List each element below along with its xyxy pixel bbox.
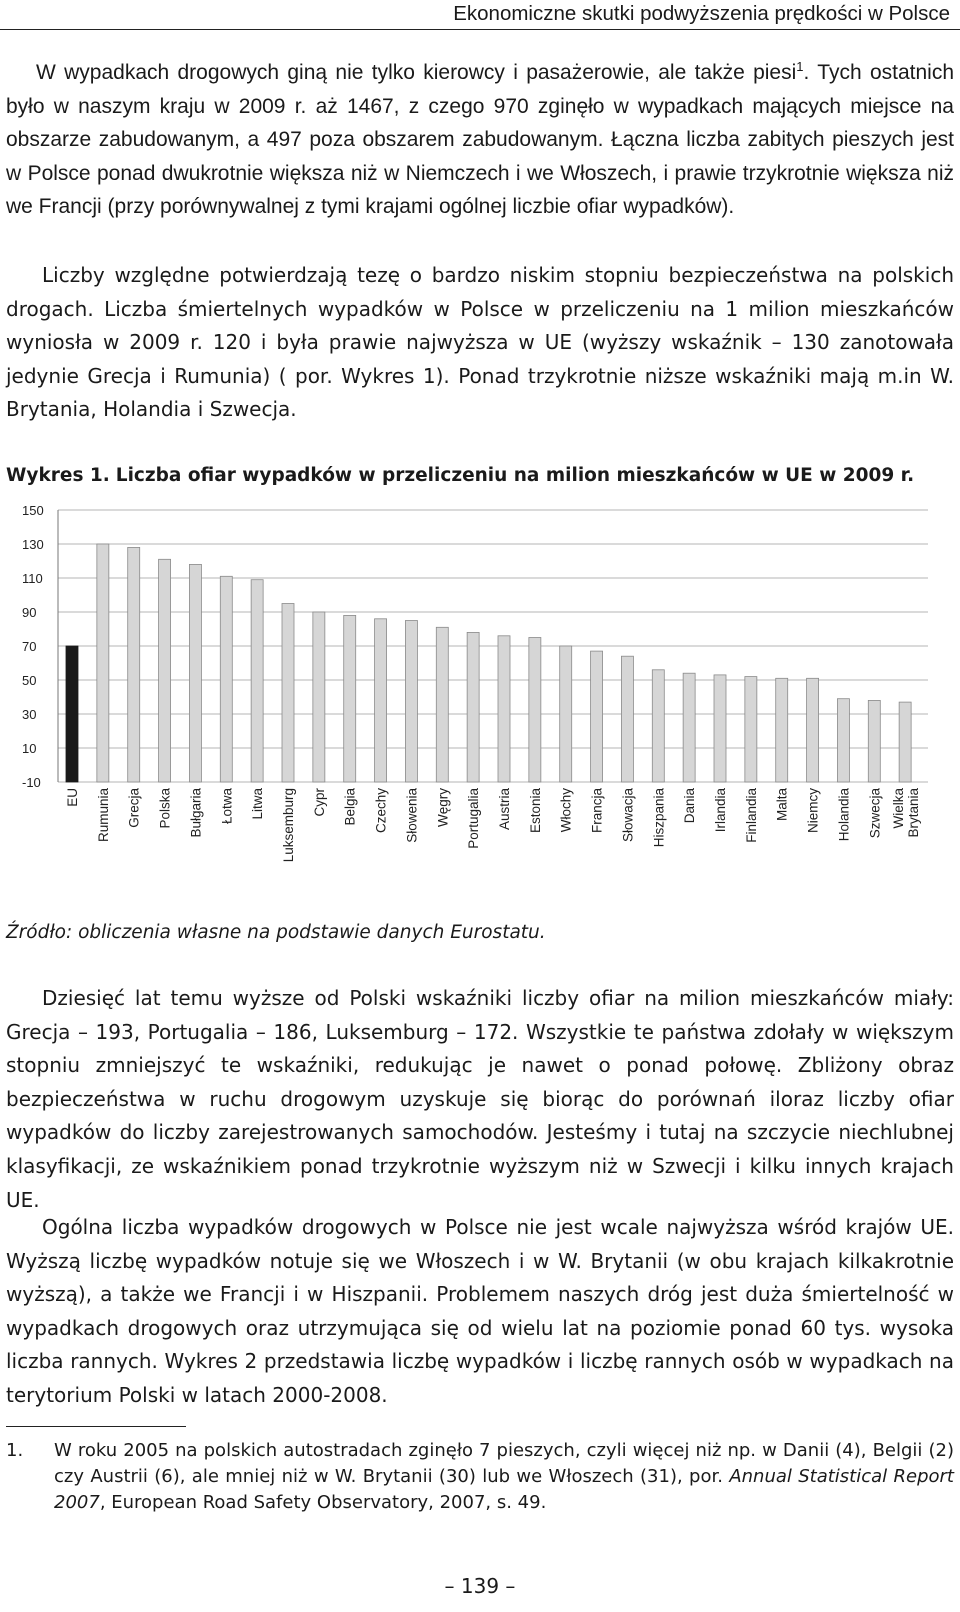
x-tick-label: Czechy — [373, 788, 389, 834]
bar-finlandia — [745, 677, 757, 782]
footnote-number: 1. — [6, 1440, 24, 1461]
bar-wielka-brytania — [899, 702, 911, 782]
footnote — [6, 1438, 954, 1516]
running-header — [0, 0, 960, 30]
bar-belgia — [344, 615, 356, 782]
x-tick-label: Szwecja — [867, 788, 883, 839]
x-tick-label: Dania — [682, 788, 698, 824]
x-tick-label: Polska — [157, 788, 173, 829]
x-tick-label: Łotwa — [219, 788, 235, 825]
bar-chart — [0, 500, 960, 890]
x-tick-label: Cypr — [311, 788, 327, 817]
bar-szwecja — [868, 700, 880, 782]
figure-source: Źródło: obliczenia własne na podstawie danych Eurostatu. — [6, 922, 546, 943]
x-tick-label: Słowacja — [620, 788, 636, 843]
x-tick-label: Austria — [497, 788, 512, 831]
page-number: – 139 – — [444, 1574, 516, 1598]
x-tick-label: EU — [65, 788, 80, 807]
y-tick-label: 50 — [22, 673, 37, 688]
x-tick-label: Luksemburg — [281, 788, 296, 863]
paragraph-intro-1-rest: . Tych ostatnich było w naszym kraju w 2009 r. aż 1467, z czego 970 zginęło w wypadkach mających miejsce na obszarze zabudowanym, a 497 poza obszarem zabudowanym. Łączna liczba zabitych pieszych jest w Polsce ponad dwukrotnie większa niż w Niemczech i we Włoszech, i prawie trzykrotnie większa niż we Francji (przy porównywalnej z tymi krajami ogólnej liczbie ofiar wypadków). — [6, 61, 954, 219]
x-tick-label: Niemcy — [805, 788, 821, 834]
y-tick-label: 90 — [22, 605, 37, 620]
header-title: Ekonomiczne skutki podwyższenia prędkości w Polsce — [453, 2, 950, 25]
bar-łotwa — [220, 576, 232, 782]
figure-caption-text: Liczba ofiar wypadków w przeliczeniu na milion mieszkańców w UE w 2009 r. — [115, 465, 915, 486]
bar-austria — [498, 636, 510, 782]
x-tick-label: Francja — [589, 788, 605, 834]
bar-irlandia — [714, 675, 726, 782]
y-tick-label: 150 — [22, 503, 44, 518]
footnote-reference[interactable]: 1 — [796, 59, 804, 74]
footnote-cited-title: Annual Statistical Report 2007 — [54, 1466, 954, 1513]
y-tick-label: 30 — [22, 707, 37, 722]
x-tick-label: Rumunia — [95, 788, 111, 843]
bar-eu — [66, 646, 78, 782]
bar-dania — [683, 673, 695, 782]
bar-niemcy — [807, 678, 819, 782]
footnote-body: W roku 2005 na polskich autostradach zginęło 7 pieszych, czyli więcej niż np. w Danii (4), Belgii (2) czy Austrii (6), ale mniej niż w W. Brytanii (30) lub we Włoszech (31), por. — [54, 1440, 954, 1487]
bar-węgry — [436, 627, 448, 782]
y-tick-label: 110 — [22, 571, 43, 586]
bar-luksemburg — [282, 604, 294, 783]
bar-estonia — [529, 638, 541, 783]
bar-portugalia — [467, 632, 479, 782]
paragraph-intro-1 — [6, 56, 954, 224]
bar-czechy — [375, 619, 387, 782]
bar-francja — [591, 651, 603, 782]
x-tick-label: Belgia — [342, 788, 358, 826]
figure-caption — [6, 465, 914, 486]
footnote-text — [54, 1438, 954, 1516]
bar-polska — [159, 559, 171, 782]
bar-holandia — [837, 699, 849, 782]
x-tick-label: Litwa — [250, 788, 266, 820]
bar-grecja — [128, 547, 140, 782]
paragraph-intro-2: Liczby względne potwierdzają tezę o bardzo niskim stopniu bezpieczeństwa na polskich drogach. Liczba śmiertelnych wypadków w Polsce w przeliczeniu na 1 milion mieszkańców wyniosła w 2009 r. 120 i była prawie najwyższa w UE (wyższy wskaźnik – 130 zanotowała jedynie Grecja i Rumunia) ( por. Wykres 1). Ponad trzykrotnie niższe wskaźniki mają m.in W. Brytania, Holandia i Szwecja. — [6, 263, 954, 422]
paragraph-intro-1-text: W wypadkach drogowych giną nie tylko kierowcy i pasażerowie, ale także piesi — [36, 61, 797, 84]
y-tick-label: 130 — [22, 537, 44, 552]
x-tick-label: Holandia — [836, 788, 852, 842]
x-tick-label: Irlandia — [713, 788, 728, 833]
x-tick-label: Estonia — [527, 788, 543, 834]
paragraph-body-2: Ogólna liczba wypadków drogowych w Polsce nie jest wcale najwyższa wśród krajów UE. Wyższą liczbę wypadków notuje się we Włoszech i w W. Brytanii (w obu krajach kilkakrotnie wyższą), a także we Francji i w Hiszpanii. Problemem naszych dróg jest duża śmiertelność w wypadkach drogowych oraz utrzymująca się od wielu lat na poziomie ponad 60 tys. wysoka liczba rannych. Wykres 2 przedstawia liczbę wypadków i liczbę rannych osób w wypadkach na terytorium Polski w latach 2000-2008. — [6, 1215, 954, 1407]
x-tick-label: Hiszpania — [651, 788, 667, 848]
x-tick-label: Malta — [774, 788, 790, 822]
bar-litwa — [251, 580, 263, 782]
bar-słowenia — [405, 621, 417, 783]
paragraph-body-1: Dziesięć lat temu wyższe od Polski wskaźniki liczby ofiar na milion mieszkańców miały: Grecja – 193, Portugalia – 186, Luksemburg – 172. Wszystkie te państwa zdołały w większym stopniu zmniejszyć te wskaźniki, redukując je nawet o ponad połowę. Zbliżony obraz bezpieczeństwa w ruchu drogowym uzyskuje się biorąc do porównań iloraz liczby ofiar wypadków do liczby zarejestrowanych samochodów. Jesteśmy i tutaj na szczycie niechlubnej klasyfikacji, ze wskaźnikiem ponad trzykrotnie wyższym niż w Szwecji i kilku innych krajach UE. — [6, 986, 954, 1212]
footnote-divider — [6, 1426, 186, 1427]
bar-bułgaria — [189, 564, 201, 782]
bar-hiszpania — [652, 670, 664, 782]
x-tick-label: Grecja — [126, 788, 142, 828]
y-tick-label: -10 — [22, 775, 41, 790]
x-tick-label: WielkaBrytania — [891, 788, 922, 838]
bar-malta — [776, 678, 788, 782]
footnote-citation-rest: , European Road Safety Observatory, 2007, s. 49. — [99, 1492, 547, 1513]
x-tick-label: Włochy — [558, 788, 574, 833]
x-tick-label: Węgry — [435, 788, 451, 828]
x-tick-label: Bułgaria — [188, 788, 204, 838]
x-tick-label: Finlandia — [743, 788, 759, 843]
figure-label: Wykres 1. — [6, 465, 110, 486]
bar-słowacja — [621, 656, 633, 782]
y-tick-label: 10 — [22, 741, 37, 756]
bar-cypr — [313, 612, 325, 782]
y-tick-label: 70 — [22, 639, 37, 654]
x-tick-label: Słowenia — [404, 788, 420, 843]
bar-rumunia — [97, 544, 109, 782]
x-tick-label: Portugalia — [466, 788, 482, 849]
bar-włochy — [560, 646, 572, 782]
